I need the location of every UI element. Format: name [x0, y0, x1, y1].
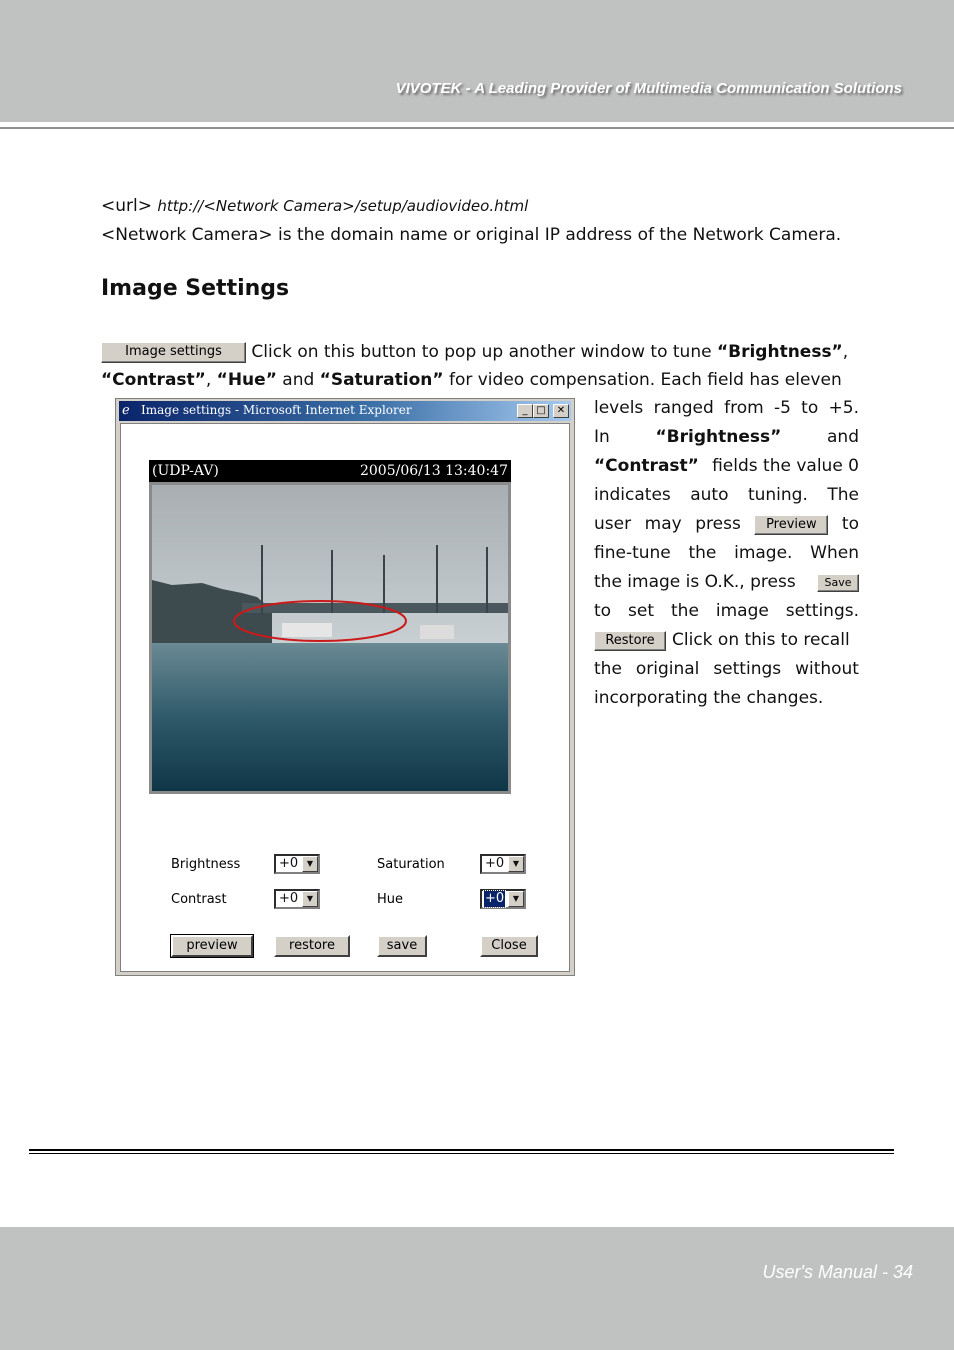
- para-tail: for video compensation. Each field has eleven: [443, 370, 842, 390]
- brightness-value: +0: [279, 856, 299, 871]
- camera-caption-bar: [149, 460, 511, 482]
- contrast-select[interactable]: [274, 889, 320, 909]
- word: tuning.: [747, 485, 808, 505]
- word: Click on this to recall: [672, 630, 850, 650]
- close-icon[interactable]: ✕: [553, 404, 569, 418]
- word: auto: [690, 485, 729, 505]
- word: -5: [773, 398, 791, 418]
- footer-rule: [29, 1153, 894, 1154]
- header-band: [0, 0, 954, 122]
- image-settings-button[interactable]: Image settings: [101, 342, 246, 363]
- word: image: [715, 601, 769, 621]
- contrast-value: +0: [279, 891, 299, 906]
- image-settings-window: [115, 398, 575, 976]
- save-button-image[interactable]: Save: [817, 574, 859, 592]
- chevron-down-icon[interactable]: ▼: [508, 856, 524, 872]
- restore-button-image[interactable]: Restore: [594, 631, 666, 651]
- ie-logo-icon: ℯ: [122, 403, 130, 418]
- word: from: [724, 398, 764, 418]
- word: the: [688, 543, 717, 563]
- restore-button[interactable]: restore: [274, 935, 350, 957]
- camera-timestamp: 2005/06/13 13:40:47: [359, 463, 508, 479]
- word: settings.: [785, 601, 859, 621]
- chevron-down-icon[interactable]: ▼: [302, 856, 318, 872]
- hue-label: Hue: [377, 892, 404, 907]
- preview-button[interactable]: preview: [171, 935, 253, 957]
- word: The: [827, 485, 859, 505]
- brightness-select[interactable]: [274, 854, 320, 874]
- intro-paragraph: [101, 338, 859, 394]
- camera-image: [149, 482, 511, 794]
- saturation-value: +0: [485, 856, 505, 871]
- window-client: [120, 423, 570, 972]
- page-number: User's Manual - 34: [762, 1262, 913, 1282]
- word: without: [795, 659, 859, 679]
- word: the: [594, 659, 622, 679]
- para-brightness: “Brightness”: [716, 342, 843, 362]
- word: to: [841, 514, 859, 534]
- footer-rule: [29, 1149, 894, 1151]
- word: set: [628, 601, 655, 621]
- word: +5.: [828, 398, 859, 418]
- description-column: [594, 394, 859, 713]
- header-tagline: VIVOTEK - A Leading Provider of Multimedia Communication Solutions: [395, 80, 902, 97]
- camera-label: (UDP-AV): [152, 463, 219, 479]
- saturation-label: Saturation: [377, 857, 445, 872]
- para-hue: “Hue”: [216, 370, 277, 390]
- contrast-label: Contrast: [171, 892, 227, 907]
- word: fine-tune: [594, 543, 671, 563]
- harbor-photo: [152, 485, 508, 791]
- word: fields the value 0: [712, 456, 859, 476]
- saturation-select[interactable]: [480, 854, 526, 874]
- url-value: http://<Network Camera>/setup/audiovideo.html: [157, 197, 529, 215]
- chevron-down-icon[interactable]: ▼: [302, 891, 318, 907]
- word: user: [594, 514, 632, 534]
- word: settings: [713, 659, 782, 679]
- word-contrast: “Contrast”: [594, 456, 699, 476]
- word-brightness: “Brightness”: [655, 427, 782, 447]
- para-comma: ,: [842, 342, 849, 362]
- para-saturation: “Saturation”: [319, 370, 444, 390]
- word: image.: [734, 543, 793, 563]
- word: may: [644, 514, 682, 534]
- word: press: [695, 514, 741, 534]
- word: the image is O.K., press: [594, 572, 796, 592]
- minimize-icon[interactable]: _: [517, 404, 533, 418]
- url-line: [101, 192, 528, 220]
- word: the: [671, 601, 699, 621]
- footer-band: [0, 1227, 954, 1350]
- url-description: <Network Camera> is the domain name or original IP address of the Network Camera.: [101, 225, 842, 245]
- section-title: Image Settings: [101, 276, 290, 301]
- word: to: [594, 601, 612, 621]
- word: levels: [594, 398, 644, 418]
- chevron-down-icon[interactable]: ▼: [508, 891, 524, 907]
- word: When: [810, 543, 859, 563]
- para-comma: ,: [205, 370, 217, 390]
- word: incorporating the changes.: [594, 688, 824, 708]
- hue-value: +0: [485, 891, 505, 906]
- hue-select[interactable]: [480, 889, 526, 909]
- word: original: [635, 659, 700, 679]
- para-text: Click on this button to pop up another window to tune: [246, 342, 717, 362]
- brightness-label: Brightness: [171, 857, 241, 872]
- save-button[interactable]: save: [377, 935, 427, 957]
- maximize-icon[interactable]: □: [533, 404, 549, 418]
- header-rule: [0, 127, 954, 129]
- close-button[interactable]: Close: [480, 935, 538, 957]
- url-label: <url>: [101, 196, 152, 216]
- word: In: [594, 427, 610, 447]
- word: and: [827, 427, 859, 447]
- preview-button-image[interactable]: Preview: [754, 515, 828, 535]
- word: indicates: [594, 485, 671, 505]
- window-title: Image settings - Microsoft Internet Explorer: [141, 403, 412, 417]
- para-and: and: [276, 370, 320, 390]
- window-titlebar: [119, 401, 571, 421]
- word: to: [801, 398, 819, 418]
- word: ranged: [653, 398, 714, 418]
- para-contrast: “Contrast”: [101, 370, 206, 390]
